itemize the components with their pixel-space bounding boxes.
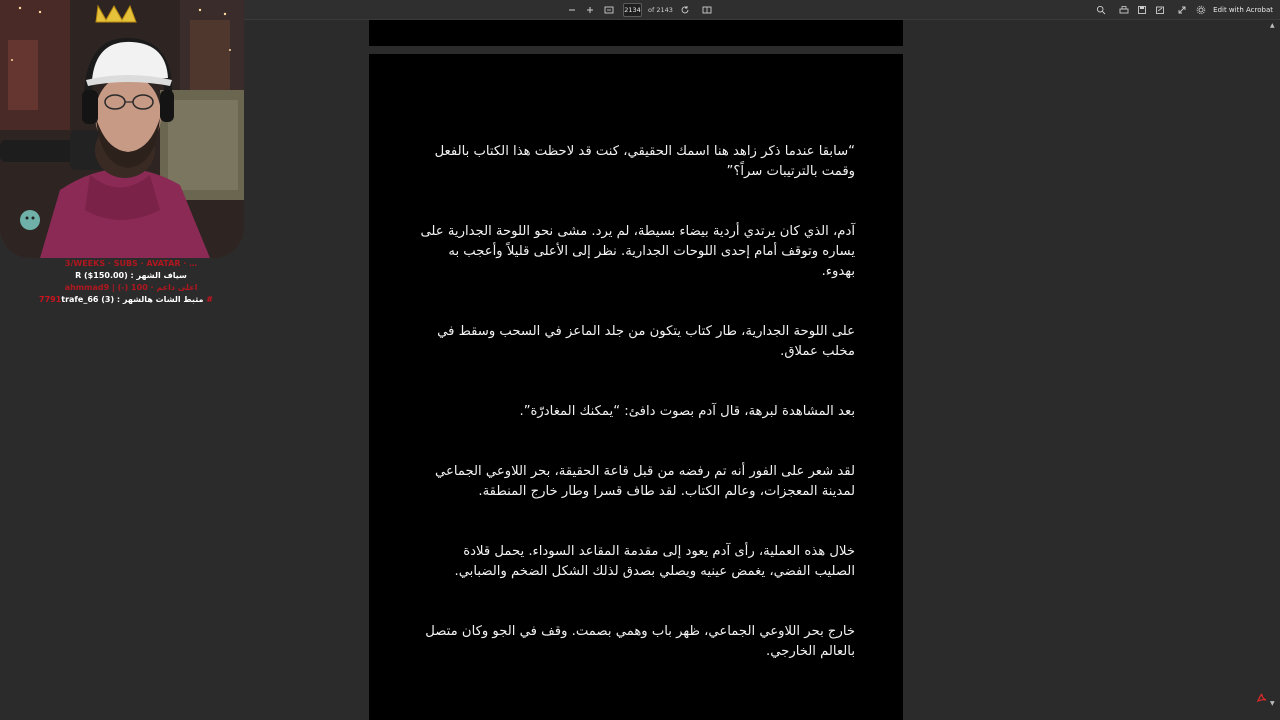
paragraph-4: بعد المشاهدة لبرهة، قال آدم بصوت دافئ: “يمكنك المغادرّة”. [519, 404, 855, 419]
page-number-input[interactable] [623, 3, 642, 17]
overlay-line-3: ahmmad9 | (-) 100 · اعلى داعم [64, 283, 198, 292]
paragraph-1: “سابقا عندما ذكر زاهد هنا اسمك الحقيقي، كنت قد لاحظت هذا الكتاب بالفعل وقمت بالترتيبات سراً؟” [434, 144, 855, 179]
page-total: of 2143 [648, 6, 673, 14]
save-icon [1136, 4, 1148, 16]
print-icon [1118, 4, 1130, 16]
page-view-icon [701, 4, 713, 16]
vertical-scrollbar[interactable] [1270, 20, 1280, 720]
search-icon [1095, 4, 1107, 16]
document-page [369, 54, 903, 720]
stream-overlay-text [36, 258, 226, 306]
search-button[interactable] [1095, 0, 1107, 20]
gear-icon [1195, 4, 1207, 16]
plus-icon [584, 4, 596, 16]
zoom-out-button[interactable] [566, 0, 578, 20]
overlay-line-4-suffix: # [206, 295, 213, 304]
overlay-line-2: R ($150.00) : سياف الشهر [75, 271, 187, 280]
expand-icon [1176, 4, 1188, 16]
overlay-line-4 [36, 294, 226, 306]
expand-button[interactable] [1176, 0, 1188, 20]
previous-page-bottom [369, 20, 903, 46]
minus-icon [566, 4, 578, 16]
print-button[interactable] [1118, 0, 1130, 20]
acrobat-logo-icon[interactable] [1256, 691, 1268, 703]
overlay-line-4-prefix: 7791 [39, 295, 62, 304]
edit-with-acrobat-button[interactable]: Edit with Acrobat [1213, 6, 1273, 14]
fit-page-icon [603, 4, 615, 16]
settings-button[interactable] [1195, 0, 1207, 20]
scroll-up-arrow-icon[interactable]: ▲ [1270, 22, 1275, 29]
rotate-button[interactable] [679, 0, 691, 20]
scroll-down-arrow-icon[interactable]: ▼ [1270, 700, 1275, 707]
streamer-image [0, 0, 244, 258]
paragraph-7: خارج بحر اللاوعي الجماعي، ظهر باب وهمي بصمت. وقف في الجو وكان متصل بالعالم الخارجي. [425, 624, 855, 659]
page-view-button[interactable] [701, 0, 713, 20]
paragraph-3: على اللوحة الجدارية، طار كتاب يتكون من جلد الماعز في السحب وسقط في مخلب عملاق. [437, 324, 855, 359]
share-icon [1154, 4, 1166, 16]
paragraph-5: لقد شعر على الفور أنه تم رفضه من قبل قاعة الحقيقة، بحر اللاوعي الجماعي لمدينة المعجزات، وعالم الكتاب. لقد طاف قسرا وطار خارج المنطقة. [435, 464, 855, 499]
share-button[interactable] [1154, 0, 1166, 20]
fit-page-button[interactable] [603, 0, 615, 20]
paragraph-2: آدم، الذي كان يرتدي أردية بيضاء بسيطة، لم يرد. مشى نحو اللوحة الجدارية على يساره وتوقف أمام إحدى اللوحات الجدارية. نظر إلى الأعلى قليلاً وأعجب به بهدوء. [420, 224, 855, 279]
rotate-icon [679, 4, 691, 16]
webcam-overlay [0, 0, 244, 258]
zoom-in-button[interactable] [584, 0, 596, 20]
overlay-line-1: 3/WEEKS · SUBS · AVATAR · … [64, 259, 198, 268]
paragraph-6: خلال هذه العملية، رأى آدم يعود إلى مقدمة المقاعد السوداء. يحمل قلادة الصليب الفضي، يغمض عينيه ويصلي بصدق لذلك الشكل الضخم والضبابي. [454, 544, 855, 579]
save-button[interactable] [1136, 0, 1148, 20]
overlay-line-4-main: trafe_66 (3) : مثبط الشات هالشهر [61, 295, 204, 304]
